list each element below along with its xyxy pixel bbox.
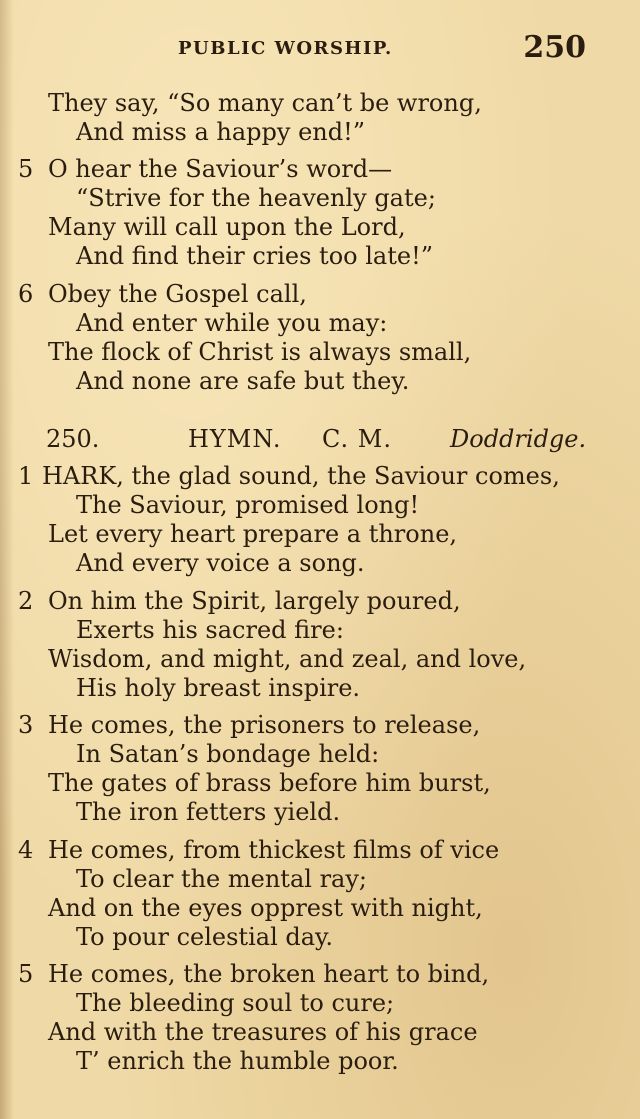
stanza-number: 6 xyxy=(18,280,34,308)
verse-line: And every voice a song. xyxy=(76,549,365,577)
verse-line: The iron fetters yield. xyxy=(76,798,341,826)
hymn-heading xyxy=(0,424,640,454)
verse-line: To pour celestial day. xyxy=(76,923,334,951)
verse-line: “Strive for the heavenly gate; xyxy=(76,184,436,212)
verse-line: And with the treasures of his grace xyxy=(48,1018,478,1046)
verse-line: O hear the Saviour’s word— xyxy=(48,155,393,183)
hymn-number: 250. xyxy=(46,425,100,453)
verse-line: In Satan’s bondage held: xyxy=(76,740,380,768)
stanza-number: 5 xyxy=(18,960,34,988)
stanza-number: 4 xyxy=(18,836,34,864)
hymn-meter: C. M. xyxy=(322,425,392,453)
verse-line: He comes, the broken heart to bind, xyxy=(48,960,490,988)
verse-line: And none are safe but they. xyxy=(76,367,410,395)
verse-line: Many will call upon the Lord, xyxy=(48,213,406,241)
verse-line: He comes, the prisoners to release, xyxy=(48,711,481,739)
verse-line: He comes, from thickest films of vice xyxy=(48,836,500,864)
verse-line: Exerts his sacred fire: xyxy=(76,616,344,644)
verse-line: They say, “So many can’t be wrong, xyxy=(48,89,482,117)
verse-line: To clear the mental ray; xyxy=(76,865,367,893)
verse-line: The flock of Christ is always small, xyxy=(48,338,472,366)
verse-line: Obey the Gospel call, xyxy=(48,280,307,308)
verse-line: Wisdom, and might, and zeal, and love, xyxy=(48,645,527,673)
page-number: 250 xyxy=(523,30,586,65)
verse-line: On him the Spirit, largely poured, xyxy=(48,587,461,615)
stanza-number: 5 xyxy=(18,155,34,183)
stanza-number: 2 xyxy=(18,587,34,615)
verse-line: His holy breast inspire. xyxy=(76,674,361,702)
stanza-number: 3 xyxy=(18,711,34,739)
verse-line: And enter while you may: xyxy=(76,309,388,337)
verse-line: T’ enrich the humble poor. xyxy=(76,1047,399,1075)
verse-line: The gates of brass before him burst, xyxy=(48,769,491,797)
verse-line: The Saviour, promised long! xyxy=(76,491,420,519)
hymn-author: Doddridge. xyxy=(450,425,587,453)
verse-line: The bleeding soul to cure; xyxy=(76,989,395,1017)
verse-line: HARK, the glad sound, the Saviour comes, xyxy=(42,462,560,490)
hymn-title: HYMN. xyxy=(188,425,282,453)
page-header xyxy=(0,30,640,70)
running-head: PUBLIC WORSHIP. xyxy=(178,38,393,59)
verse-line: And find their cries too late!” xyxy=(76,242,433,270)
verse-line: And miss a happy end!” xyxy=(76,118,366,146)
verse-line: Let every heart prepare a throne, xyxy=(48,520,458,548)
verse-line: And on the eyes opprest with night, xyxy=(48,894,483,922)
stanza-number: 1 xyxy=(18,462,34,490)
